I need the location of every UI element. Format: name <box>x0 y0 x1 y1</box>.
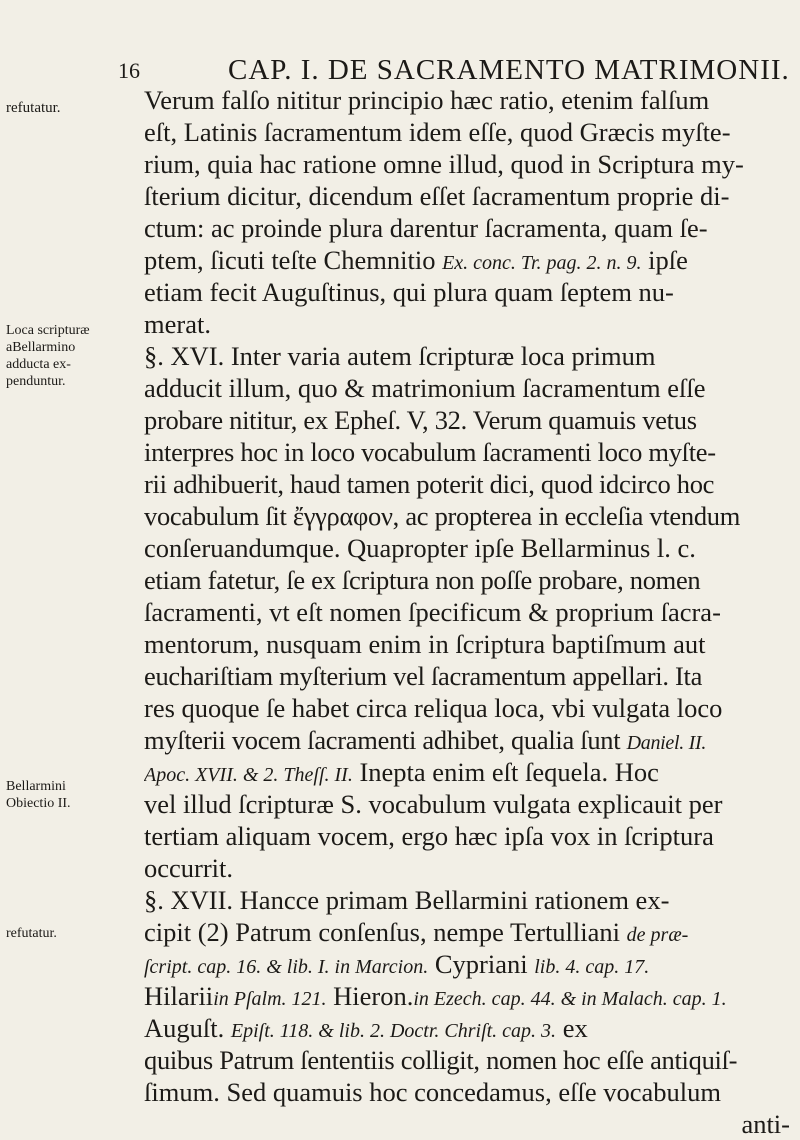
text-line: ſimum. Sed quamuis hoc concedamus, eſſe vocabulum <box>144 1077 721 1107</box>
citation: Daniel. II. <box>626 732 707 754</box>
text-line <box>144 980 790 1012</box>
running-title: CAP. I. DE SACRAMENTO MATRIMONII. <box>228 54 790 86</box>
text-line: etiam fecit Auguſtinus, qui plura quam ſeptem nu- <box>144 277 674 307</box>
text-line: interpres hoc in loco vocabulum ſacramenti loco myſte- <box>144 437 716 467</box>
text-segment: ex <box>562 1013 588 1043</box>
text-segment: myſterii vocem ſacramenti adhibet, qualia ſunt <box>144 725 621 755</box>
text-line: etiam fatetur, ſe ex ſcriptura non poſſe probare, nomen <box>144 565 701 595</box>
citation: ſcript. cap. 16. & lib. I. in Marcion. <box>144 956 429 978</box>
citation: Ex. conc. Tr. pag. 2. n. 9. <box>442 252 642 274</box>
margin-note-refutatur-2: refutatur. <box>6 926 57 941</box>
text-segment: Hieron. <box>333 981 414 1011</box>
citation: in Pſalm. 121. <box>213 988 327 1010</box>
text-segment: Auguſt. <box>144 1013 225 1043</box>
text-line: rii adhibuerit, haud tamen poterit dici, quod idcirco hoc <box>144 469 715 499</box>
margin-note-refutatur: refutatur. <box>6 100 61 116</box>
citation: lib. 4. cap. 17. <box>534 956 650 978</box>
section-heading-line: §. XVI. Inter varia autem ſcripturæ loca primum <box>144 341 656 371</box>
text-line <box>144 1012 790 1044</box>
text-line: probare nititur, ex Epheſ. V, 32. Verum quamuis vetus <box>144 405 697 435</box>
text-line: rium, quia hac ratione omne illud, quod in Scriptura my- <box>144 149 744 179</box>
text-segment: cipit (2) Patrum conſenſus, nempe Tertulliani <box>144 917 621 947</box>
page-header <box>110 20 790 86</box>
margin-note-obiectio: Obiectio II. <box>6 796 71 811</box>
text-line: occurrit. <box>144 853 234 883</box>
text-line: ſacramenti, vt eſt nomen ſpecificum & proprium ſacra- <box>144 597 721 627</box>
text-line: mentorum, nusquam enim in ſcriptura baptiſmum aut <box>144 629 706 659</box>
text-segment: Hilarii <box>144 981 214 1011</box>
text-line: conſeruandumque. Quapropter ipſe Bellarminus l. c. <box>144 533 696 563</box>
text-line: res quoque ſe habet circa reliqua loca, vbi vulgata loco <box>144 693 723 723</box>
text-line: quibus Patrum ſententiis colligit, nomen hoc eſſe antiquiſ- <box>144 1045 738 1075</box>
text-line: eſt, Latinis ſacramentum idem eſſe, quod Græcis myſte- <box>144 117 731 147</box>
text-line <box>144 244 790 276</box>
text-line: ſterium dicitur, dicendum eſſet ſacramentum proprie di- <box>144 181 730 211</box>
section-heading-line: §. XVII. Hancce primam Bellarmini rationem ex- <box>144 885 670 915</box>
text-line: euchariſtiam myſterium vel ſacramentum appellari. Ita <box>144 661 703 691</box>
text-line: tertiam aliquam vocem, ergo hæc ipſa vox in ſcriptura <box>144 821 714 851</box>
text-line: Verum falſo nititur principio hæc ratio, etenim falſum <box>144 85 710 115</box>
text-segment: Cypriani <box>434 949 528 979</box>
page-number: 16 <box>118 58 140 83</box>
citation: Epiſt. 118. & lib. 2. Doctr. Chriſt. cap. 3. <box>230 1020 557 1042</box>
text-line <box>144 948 790 980</box>
text-segment: ptem, ſicuti teſte Chemnitio <box>144 245 436 275</box>
citation: de præ- <box>626 924 689 946</box>
citation: in Ezech. cap. 44. & in Malach. cap. 1. <box>413 988 727 1010</box>
text-line: merat. <box>144 309 211 339</box>
text-line: vocabulum ſit ἔγγραφον, ac propterea in eccleſia vtendum <box>144 501 741 531</box>
margin-note-penduntur: penduntur. <box>6 374 66 389</box>
margin-note-adducta: adducta ex- <box>6 357 71 372</box>
text-line <box>144 724 790 756</box>
text-line: vel illud ſcripturæ S. vocabulum vulgata explicauit per <box>144 789 723 819</box>
margin-note-a-bellarmino: aBellarmino <box>6 340 76 355</box>
catchword: anti- <box>741 1109 790 1139</box>
text-line: ctum: ac proinde plura darentur ſacramenta, quam ſe- <box>144 213 708 243</box>
text-line: adducit illum, quo & matrimonium ſacramentum eſſe <box>144 373 706 403</box>
text-segment: ipſe <box>648 245 688 275</box>
text-line <box>144 916 790 948</box>
text-segment: Inepta enim eſt ſequela. Hoc <box>359 757 659 787</box>
margin-note-bellarmini: Bellarmini <box>6 779 66 794</box>
text-line <box>144 756 790 788</box>
margin-note-loca-scripturae: Loca scripturæ <box>6 323 90 338</box>
citation: Apoc. XVII. & 2. Theſſ. II. <box>144 764 353 786</box>
